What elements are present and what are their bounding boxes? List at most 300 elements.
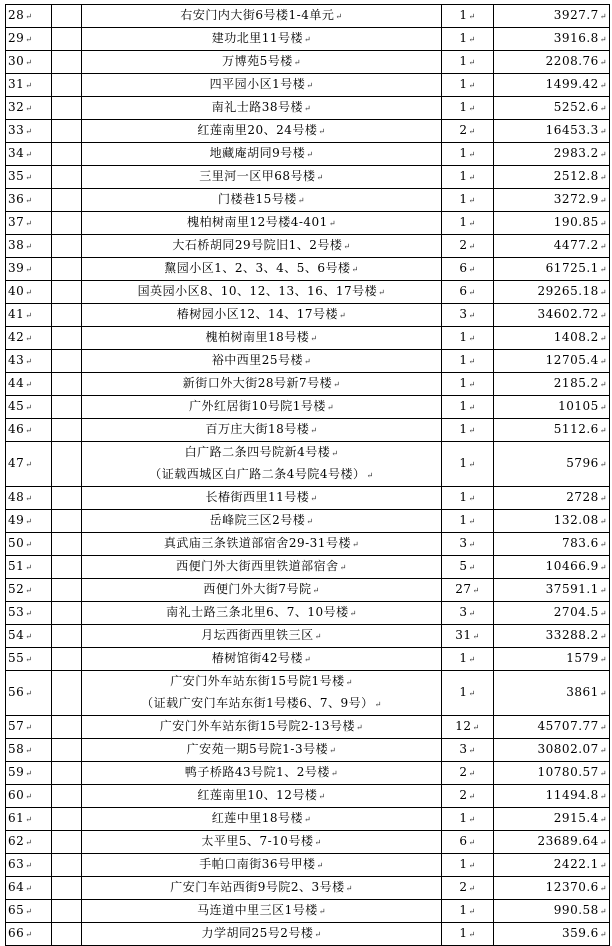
building-count-cell — [442, 419, 494, 442]
row-number — [8, 490, 32, 504]
paragraph-mark-icon: ↵ — [468, 815, 476, 824]
building-count-cell — [442, 785, 494, 808]
paragraph-mark-icon: ↵ — [599, 838, 607, 847]
building-count — [459, 456, 475, 470]
building-name — [199, 169, 323, 183]
empty-cell — [52, 510, 82, 533]
building-count-cell — [442, 189, 494, 212]
building-name — [206, 422, 318, 436]
row-number-cell — [6, 28, 52, 51]
building-name — [197, 903, 326, 917]
paragraph-mark-icon: ↵ — [599, 81, 607, 90]
row-number-cell — [6, 51, 52, 74]
building-count-text: 1 — [459, 422, 468, 436]
building-count-text: 1 — [459, 811, 468, 825]
building-name-text: （证载西城区白广路二条4号院4号楼） — [149, 467, 366, 481]
building-count — [459, 857, 475, 871]
table-row — [6, 258, 610, 281]
table-row — [6, 671, 610, 716]
building-count-cell — [442, 373, 494, 396]
building-count-text: 1 — [459, 857, 468, 871]
paragraph-mark-icon: ↵ — [25, 815, 33, 824]
paragraph-mark-icon: ↵ — [599, 460, 607, 469]
row-number-text: 56 — [8, 685, 25, 699]
table-row — [6, 5, 610, 28]
floor-area-cell — [494, 785, 610, 808]
row-number-text: 32 — [8, 100, 25, 114]
paragraph-mark-icon: ↵ — [468, 12, 476, 21]
row-number — [8, 880, 32, 894]
building-name-text: 椿树园小区12、14、17号楼 — [176, 307, 339, 321]
row-number — [8, 536, 32, 550]
row-number-cell — [6, 900, 52, 923]
paragraph-mark-icon: ↵ — [468, 426, 476, 435]
building-name-cell — [82, 648, 442, 671]
building-name-cell — [82, 877, 442, 900]
building-count-cell — [442, 900, 494, 923]
floor-area — [554, 605, 607, 619]
floor-area — [546, 880, 607, 894]
row-number-text: 61 — [8, 811, 25, 825]
paragraph-mark-icon: ↵ — [25, 838, 33, 847]
row-number — [8, 926, 32, 940]
empty-cell — [52, 716, 82, 739]
paragraph-mark-icon: ↵ — [25, 426, 33, 435]
paragraph-mark-icon: ↵ — [472, 632, 480, 641]
paragraph-mark-icon: ↵ — [468, 517, 476, 526]
row-number-cell — [6, 579, 52, 602]
table-row — [6, 648, 610, 671]
building-count-cell — [442, 510, 494, 533]
row-number — [8, 834, 32, 848]
floor-area-text: 12705.4 — [545, 353, 599, 367]
row-number-cell — [6, 671, 52, 716]
building-name — [189, 399, 334, 413]
floor-area-text: 2208.76 — [545, 54, 599, 68]
floor-area — [546, 123, 607, 137]
paragraph-mark-icon: ↵ — [25, 792, 33, 801]
table-row — [6, 716, 610, 739]
paragraph-mark-icon: ↵ — [366, 471, 374, 480]
paragraph-mark-icon: ↵ — [468, 104, 476, 113]
building-name — [164, 536, 359, 550]
floor-area-text: 132.08 — [553, 513, 599, 527]
paragraph-mark-icon: ↵ — [306, 517, 314, 526]
paragraph-mark-icon: ↵ — [25, 334, 33, 343]
paragraph-mark-icon: ↵ — [468, 769, 476, 778]
floor-area-cell — [494, 143, 610, 166]
paragraph-mark-icon: ↵ — [468, 173, 476, 182]
floor-area — [538, 742, 607, 756]
paragraph-mark-icon: ↵ — [468, 265, 476, 274]
building-name-text: 手帕口南街36号甲楼 — [199, 857, 316, 871]
table-row — [6, 373, 610, 396]
row-number-cell — [6, 143, 52, 166]
building-count-text: 1 — [459, 353, 468, 367]
floor-area — [554, 238, 607, 252]
row-number-text: 33 — [8, 123, 25, 137]
building-name-text: 西便门外大街7号院 — [203, 582, 312, 596]
building-name-text: 马连道中里三区1号楼 — [197, 903, 318, 917]
paragraph-mark-icon: ↵ — [349, 609, 357, 618]
floor-area — [562, 536, 607, 550]
floor-area-text: 10780.57 — [537, 765, 599, 779]
floor-area-cell — [494, 671, 610, 716]
paragraph-mark-icon: ↵ — [468, 460, 476, 469]
row-number — [8, 284, 32, 298]
building-count — [455, 628, 479, 642]
row-number-text: 36 — [8, 192, 25, 206]
building-name — [84, 693, 439, 715]
floor-area-cell — [494, 235, 610, 258]
floor-area-text: 33288.2 — [545, 628, 599, 642]
row-number — [8, 330, 32, 344]
paragraph-mark-icon: ↵ — [599, 517, 607, 526]
building-count-cell — [442, 579, 494, 602]
floor-area-text: 3927.7 — [553, 8, 599, 22]
row-number — [8, 628, 32, 642]
paragraph-mark-icon: ↵ — [599, 150, 607, 159]
building-count — [459, 169, 475, 183]
paragraph-mark-icon: ↵ — [316, 861, 324, 870]
paragraph-mark-icon: ↵ — [316, 173, 324, 182]
building-count-cell — [442, 327, 494, 350]
floor-area-cell — [494, 762, 610, 785]
paragraph-mark-icon: ↵ — [599, 907, 607, 916]
paragraph-mark-icon: ↵ — [25, 861, 33, 870]
building-count-text: 1 — [459, 513, 468, 527]
paragraph-mark-icon: ↵ — [599, 219, 607, 228]
paragraph-mark-icon: ↵ — [599, 35, 607, 44]
building-name-cell — [82, 189, 442, 212]
row-number-cell — [6, 212, 52, 235]
floor-area-cell — [494, 166, 610, 189]
row-number-cell — [6, 304, 52, 327]
paragraph-mark-icon: ↵ — [599, 632, 607, 641]
paragraph-mark-icon: ↵ — [468, 655, 476, 664]
row-number-text: 31 — [8, 77, 25, 91]
row-number — [8, 399, 32, 413]
paragraph-mark-icon: ↵ — [314, 838, 322, 847]
building-count — [459, 8, 475, 22]
building-count — [459, 284, 475, 298]
floor-area — [546, 261, 607, 275]
table-row — [6, 350, 610, 373]
building-count-cell — [442, 533, 494, 556]
paragraph-mark-icon: ↵ — [472, 723, 480, 732]
paragraph-mark-icon: ↵ — [25, 173, 33, 182]
building-name-cell — [82, 900, 442, 923]
floor-area-cell — [494, 120, 610, 143]
building-name-text: 月坛西街西里铁三区 — [201, 628, 314, 642]
building-count-text: 27 — [455, 582, 472, 596]
paragraph-mark-icon: ↵ — [599, 173, 607, 182]
row-number — [8, 685, 32, 699]
row-number — [8, 903, 32, 917]
empty-cell — [52, 831, 82, 854]
paragraph-mark-icon: ↵ — [339, 311, 347, 320]
paragraph-mark-icon: ↵ — [599, 861, 607, 870]
building-name — [180, 8, 342, 22]
row-number-text: 65 — [8, 903, 25, 917]
building-name-text: 万博苑5号楼 — [222, 54, 293, 68]
row-number — [8, 857, 32, 871]
building-name — [210, 77, 314, 91]
floor-area — [554, 811, 607, 825]
paragraph-mark-icon: ↵ — [599, 746, 607, 755]
building-name-cell — [82, 510, 442, 533]
paragraph-mark-icon: ↵ — [25, 288, 33, 297]
empty-cell — [52, 97, 82, 120]
row-number-cell — [6, 739, 52, 762]
paragraph-mark-icon: ↵ — [25, 769, 33, 778]
floor-area — [546, 77, 607, 91]
floor-area-text: 30802.07 — [537, 742, 599, 756]
building-count-text: 1 — [459, 146, 468, 160]
building-count-cell — [442, 625, 494, 648]
paragraph-mark-icon: ↵ — [599, 311, 607, 320]
building-name-text: 门楼巷15号楼 — [218, 192, 297, 206]
table-row — [6, 854, 610, 877]
paragraph-mark-icon: ↵ — [293, 58, 301, 67]
building-name — [160, 719, 363, 733]
row-number — [8, 215, 32, 229]
floor-area — [538, 719, 607, 733]
table-row — [6, 189, 610, 212]
paragraph-mark-icon: ↵ — [599, 127, 607, 136]
building-count-text: 1 — [459, 192, 468, 206]
paragraph-mark-icon: ↵ — [468, 609, 476, 618]
floor-area — [546, 582, 607, 596]
floor-area-text: 61725.1 — [545, 261, 599, 275]
paragraph-mark-icon: ↵ — [318, 127, 326, 136]
table-row — [6, 442, 610, 487]
floor-area — [554, 146, 607, 160]
floor-area-text: 2728 — [566, 490, 599, 504]
building-name-text: 广安门外车站东街15号院1号楼 — [170, 674, 345, 688]
building-count-text: 1 — [459, 456, 468, 470]
empty-cell — [52, 5, 82, 28]
row-number-text: 55 — [8, 651, 25, 665]
building-name-text: 红莲南里10、12号楼 — [197, 788, 318, 802]
paragraph-mark-icon: ↵ — [25, 219, 33, 228]
row-number — [8, 559, 32, 573]
paragraph-mark-icon: ↵ — [25, 689, 33, 698]
building-count-cell — [442, 648, 494, 671]
empty-cell — [52, 487, 82, 510]
building-name-cell — [82, 97, 442, 120]
row-number-cell — [6, 854, 52, 877]
building-count — [459, 685, 475, 699]
building-name-cell — [82, 419, 442, 442]
building-count-text: 6 — [459, 261, 468, 275]
building-name — [164, 261, 359, 275]
building-count-cell — [442, 671, 494, 716]
building-name — [212, 31, 311, 45]
row-number-cell — [6, 327, 52, 350]
floor-area-cell — [494, 533, 610, 556]
building-name-text: 四平园小区1号楼 — [209, 77, 306, 91]
floor-area — [538, 765, 607, 779]
row-number-cell — [6, 648, 52, 671]
building-name-text: 广安门外车站东街15号院2-13号楼 — [159, 719, 356, 733]
table-row — [6, 487, 610, 510]
building-count-cell — [442, 5, 494, 28]
paragraph-mark-icon: ↵ — [25, 586, 33, 595]
floor-area — [538, 307, 607, 321]
building-count-cell — [442, 762, 494, 785]
empty-cell — [52, 235, 82, 258]
table-row — [6, 900, 610, 923]
floor-area — [554, 513, 607, 527]
row-number — [8, 353, 32, 367]
table-row — [6, 304, 610, 327]
table-row — [6, 396, 610, 419]
paragraph-mark-icon: ↵ — [599, 242, 607, 251]
building-count — [459, 651, 475, 665]
floor-area-text: 1499.42 — [545, 77, 599, 91]
building-name — [166, 605, 357, 619]
building-name-text: 国英园小区8、10、12、13、16、17号楼 — [137, 284, 378, 298]
empty-cell — [52, 785, 82, 808]
paragraph-mark-icon: ↵ — [25, 494, 33, 503]
table-row — [6, 533, 610, 556]
floor-area-cell — [494, 602, 610, 625]
building-count-cell — [442, 51, 494, 74]
building-name-text: 太平里5、7-10号楼 — [201, 834, 314, 848]
paragraph-mark-icon: ↵ — [468, 58, 476, 67]
paragraph-mark-icon: ↵ — [326, 403, 335, 412]
building-name — [183, 376, 341, 390]
row-number-text: 59 — [8, 765, 25, 779]
floor-area-text: 5112.6 — [553, 422, 599, 436]
empty-cell — [52, 373, 82, 396]
building-count-cell — [442, 304, 494, 327]
floor-area-text: 4477.2 — [553, 238, 599, 252]
empty-cell — [52, 143, 82, 166]
floor-area-text: 2512.8 — [553, 169, 599, 183]
building-count-text: 2 — [459, 765, 468, 779]
building-count-text: 1 — [459, 215, 468, 229]
row-number-cell — [6, 120, 52, 143]
paragraph-mark-icon: ↵ — [468, 494, 476, 503]
building-count-cell — [442, 487, 494, 510]
table-row — [6, 97, 610, 120]
building-name — [212, 100, 311, 114]
building-name-cell — [82, 923, 442, 946]
floor-area-cell — [494, 350, 610, 373]
building-name-cell — [82, 808, 442, 831]
building-count-text: 2 — [459, 238, 468, 252]
building-count-cell — [442, 808, 494, 831]
floor-area-cell — [494, 51, 610, 74]
row-number — [8, 788, 32, 802]
building-count — [459, 605, 475, 619]
paragraph-mark-icon: ↵ — [599, 884, 607, 893]
row-number — [8, 238, 32, 252]
floor-area-cell — [494, 74, 610, 97]
building-name-cell — [82, 762, 442, 785]
building-count-text: 2 — [459, 788, 468, 802]
paragraph-mark-icon: ↵ — [468, 242, 476, 251]
floor-area — [554, 376, 607, 390]
row-number-cell — [6, 556, 52, 579]
row-number-cell — [6, 716, 52, 739]
row-number-cell — [6, 258, 52, 281]
building-name-cell — [82, 579, 442, 602]
building-name-cell — [82, 350, 442, 373]
building-count-text: 1 — [459, 54, 468, 68]
building-count-text: 2 — [459, 880, 468, 894]
row-number — [8, 31, 32, 45]
floor-area — [554, 215, 607, 229]
empty-cell — [52, 533, 82, 556]
floor-area-cell — [494, 28, 610, 51]
floor-area-cell — [494, 212, 610, 235]
empty-cell — [52, 327, 82, 350]
building-name — [201, 834, 321, 848]
building-count — [459, 146, 475, 160]
building-name-cell — [82, 625, 442, 648]
building-name-text: 南礼士路三条北里6、7、10号楼 — [166, 605, 349, 619]
paragraph-mark-icon: ↵ — [468, 930, 476, 939]
floor-area — [566, 490, 607, 504]
floor-area-text: 10466.9 — [545, 559, 599, 573]
paragraph-mark-icon: ↵ — [310, 426, 318, 435]
building-name-cell — [82, 556, 442, 579]
floor-area-cell — [494, 419, 610, 442]
row-number-text: 57 — [8, 719, 25, 733]
paragraph-mark-icon: ↵ — [468, 403, 476, 412]
paragraph-mark-icon: ↵ — [25, 723, 33, 732]
paragraph-mark-icon: ↵ — [25, 930, 33, 939]
row-number-text: 41 — [8, 307, 25, 321]
row-number — [8, 765, 32, 779]
building-count-text: 2 — [459, 123, 468, 137]
empty-cell — [52, 258, 82, 281]
building-name — [210, 513, 314, 527]
building-name — [206, 490, 318, 504]
building-name-cell — [82, 831, 442, 854]
floor-area-cell — [494, 304, 610, 327]
row-number-text: 49 — [8, 513, 25, 527]
building-count-text: 1 — [459, 31, 468, 45]
paragraph-mark-icon: ↵ — [25, 746, 33, 755]
paragraph-mark-icon: ↵ — [468, 288, 476, 297]
floor-area-text: 2185.2 — [553, 376, 599, 390]
building-name — [170, 880, 353, 894]
row-number-cell — [6, 762, 52, 785]
building-count — [459, 903, 475, 917]
empty-cell — [52, 648, 82, 671]
paragraph-mark-icon: ↵ — [351, 540, 360, 549]
building-count — [459, 834, 475, 848]
paragraph-mark-icon: ↵ — [599, 58, 607, 67]
paragraph-mark-icon: ↵ — [599, 655, 607, 664]
row-number-text: 50 — [8, 536, 25, 550]
paragraph-mark-icon: ↵ — [599, 403, 607, 412]
paragraph-mark-icon: ↵ — [333, 380, 341, 389]
empty-cell — [52, 739, 82, 762]
building-count-cell — [442, 120, 494, 143]
paragraph-mark-icon: ↵ — [310, 334, 318, 343]
floor-area-cell — [494, 808, 610, 831]
building-name-cell — [82, 716, 442, 739]
floor-area-text: 3861 — [566, 685, 599, 699]
building-name-cell — [82, 487, 442, 510]
building-name-cell — [82, 143, 442, 166]
building-count-text: 1 — [459, 376, 468, 390]
